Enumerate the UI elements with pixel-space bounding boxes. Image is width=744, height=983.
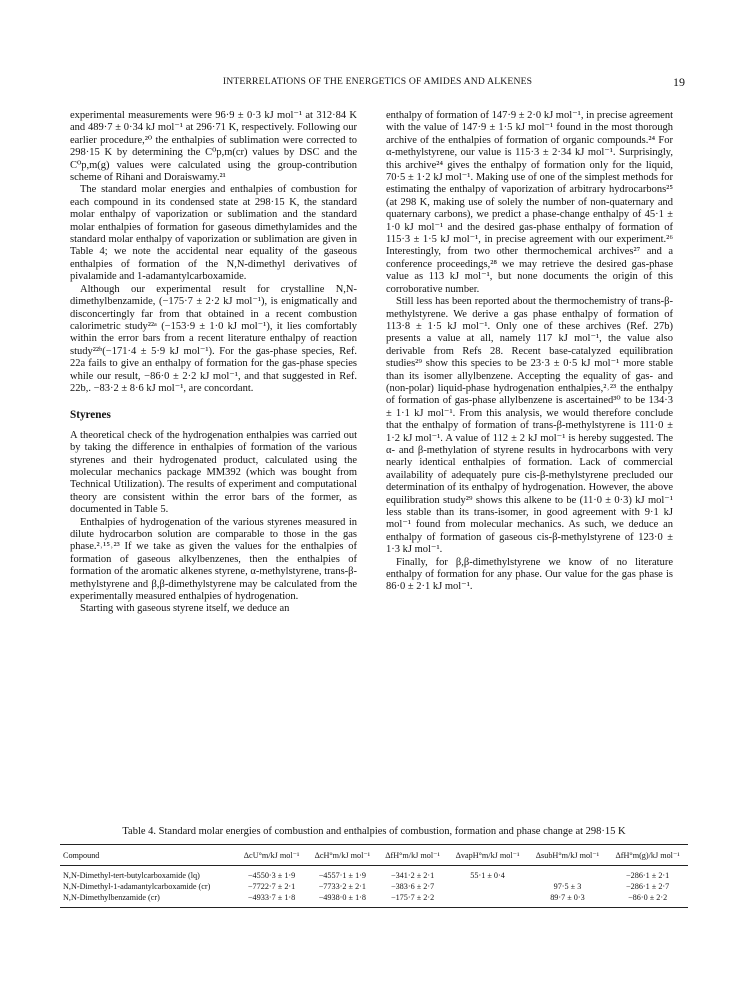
left-column	[70, 110, 357, 616]
table-cell: 97·5 ± 3	[553, 882, 582, 891]
running-title: INTERRELATIONS OF THE ENERGETICS OF AMIDES AND ALKENES	[222, 76, 533, 87]
page-number: 19	[673, 75, 685, 89]
table-cell: 55·1 ± 0·4	[470, 871, 505, 880]
table-cell: −4933·7 ± 1·8	[247, 893, 296, 902]
paragraph: The standard molar energies and enthalpies of combustion for each compound in its condensed state at 298·15 K, the standard molar enthalpy of vaporization or sublimation and the standard molar enthalpies of formation for gaseous dimethylamides and the standard molar enthalpy of vaporization or sublimation are given in Table 4; we note the accidental near equality of the gaseous enthalpies of formation of the N,N-dimethyl derivatives of pivalamide and 1-adamantylcarboxamide.	[70, 184, 357, 283]
table-cell: −86·0 ± 2·2	[628, 893, 668, 902]
column-header: ΔsubH°m/kJ mol⁻¹	[535, 851, 600, 860]
table-cell	[447, 892, 527, 908]
table-header-row	[60, 845, 688, 866]
column-header: ΔvapH°m/kJ mol⁻¹	[455, 851, 520, 860]
table-cell: N,N-Dimethylbenzamide (cr)	[63, 893, 160, 902]
running-head	[70, 76, 685, 90]
paragraph: Finally, for β,β-dimethylstyrene we know of no literature enthalpy of formation for any phase. Our value for the gas phase is 86·0 ± 2·1 kJ mol⁻¹.	[386, 556, 673, 593]
table-cell: −286·1 ± 2·1	[626, 871, 670, 880]
paragraph: Starting with gaseous styrene itself, we deduce an	[80, 603, 290, 615]
paragraph: A theoretical check of the hydrogenation enthalpies was carried out by taking the difference in enthalpies of formation of the various styrenes and their hydrogenated product, calculated using the molecular mechanics package MM392 (which was bought from Technical Utilization). The results of experiment and computational theory are consistent within the error bars of the former, as documented in Table 5.	[70, 429, 357, 516]
table-cell: −286·1 ± 2·7	[626, 882, 670, 891]
paragraph: Enthalpies of hydrogenation of the various styrenes measured in dilute hydrocarbon solution are comparable to those in the gas phase.²˒¹⁵˒²³ If we take as given the values for the enthalpies of formation of gaseous alkylbenzenes, then the enthalpies of formation of the aromatic alkenes styrene, α-methylstyrene, trans-β-methylstyrene and β,β-dimethylstyrene may be calculated from the experimentally measured enthalpies of hydrogenation.	[70, 516, 357, 603]
table-4	[60, 826, 688, 908]
table-row	[60, 892, 688, 908]
column-header: Compound	[63, 850, 100, 860]
table-cell: N,N-Dimethyl-tert-butylcarboxamide (lq)	[63, 871, 200, 880]
table-caption: Table 4. Standard molar energies of combustion and enthalpies of combustion, formation and phase change at 298·15 K	[122, 826, 626, 837]
right-column	[386, 110, 673, 594]
table-cell: 89·7 ± 0·3	[550, 893, 585, 902]
paragraph: Still less has been reported about the thermochemistry of trans-β-methylstyrene. We derive a gas phase enthalpy of formation of 113·8 ± 1·5 kJ mol⁻¹. Only one of these archives (Ref. 27b) presents a value at all, namely 117 kJ mol⁻¹, the value also derivable from Refs 28. Recent base-catalyzed equilibration studies²⁹ show this species to be 23·3 ± 0·5 kJ mol⁻¹ more stable than its isomer allylbenzene. Accepting the equality of gas- and (non-polar) liquid-phase hydrogenation enthalpies,²˒²³ the enthalpy of formation of gas-phase allylbenzene is ascertained³⁰ to be 134·3 ± 1·1 kJ mol⁻¹. From this analysis, we would therefore conclude that the enthalpy of formation of trans-β-methylstyrene is 111·0 ± 1·2 kJ mol⁻¹. A value of 112 ± 2 kJ mol⁻¹ is hereby suggested. The α- and β-methylation of styrene results in hydrocarbons with very nearly identical enthalpies of formation. Lack of commercial availability of adequately pure cis-β-methylstyrene precluded our determination of its enthalpy of hydrogenation. However, the above equilibration study²⁹ shows this alkene to be (11·0 ± 0·3) kJ mol⁻¹ less stable than its trans-isomer, in good agreement with 9·1 kJ mol⁻¹ found from molecular mechanics. As such, we deduce an enthalpy of formation of gaseous cis-β-methylstyrene of 123·0 ± 1·3 kJ mol⁻¹.	[386, 296, 673, 556]
table-cell: −341·2 ± 2·1	[390, 871, 435, 880]
column-header: ΔcH°m/kJ mol⁻¹	[314, 851, 371, 860]
column-header: ΔfH°m/kJ mol⁻¹	[385, 851, 440, 860]
table-row	[60, 881, 688, 892]
paragraph: enthalpy of formation of 147·9 ± 2·0 kJ mol⁻¹, in precise agreement with the value of 147·9 ± 1·5 kJ mol⁻¹ found in the most thorough archive of the enthalpies of formation of organic compounds.²⁴ For α-methylstyrene, our value is 115·3 ± 2·34 kJ mol⁻¹. Surprisingly, this archive²⁴ gives the enthalpy of formation only for the liquid, 70·5 ± 1·2 kJ mol⁻¹. Making use of one of the simplest methods for estimating the enthalpy of vaporization of arbitrary hydrocarbons²⁵ (at 298 K, making use of solely the number of non-quaternary and quaternary carbons), we predict a phase-change enthalpy of 45·1 ± 1·0 kJ mol⁻¹ and the desired gas-phase enthalpy of formation of 115·3 ± 1·5 kJ mol⁻¹, in precise agreement with our experiment.²⁶ Interestingly, from two other thermochemical archives²⁷ and a conference proceedings,²⁸ we may retrieve the desired gas-phase value as 113 kJ mol⁻¹, but none documents the origin of this corroborative number.	[386, 110, 673, 295]
paragraph: experimental measurements were 96·9 ± 0·3 kJ mol⁻¹ at 312·84 K and 489·7 ± 0·34 kJ mol⁻¹ at 296·71 K, respectively. Following our earlier procedure,²⁰ the enthalpies of sublimation were corrected to 298·15 K by determining the C⁰p,m(cr) values by DSC and the C⁰p,m(g) values were calculated using the group-contribution scheme of Rihani and Doraiswamy.²¹	[70, 110, 357, 184]
table-cell: −7733·2 ± 2·1	[318, 882, 367, 891]
column-header: ΔcU°m/kJ mol⁻¹	[243, 851, 300, 860]
table-cell: −383·6 ± 2·7	[390, 882, 435, 891]
table-cell: −4557·1 ± 1·9	[318, 871, 367, 880]
table-cell	[528, 866, 608, 882]
section-heading: Styrenes	[70, 409, 111, 422]
column-header: ΔfH°m(g)/kJ mol⁻¹	[615, 851, 680, 860]
table-cell: −4938·0 ± 1·8	[318, 893, 367, 902]
table-cell	[447, 881, 527, 892]
table-row	[60, 866, 688, 882]
table-cell: −175·7 ± 2·2	[390, 893, 435, 902]
table-cell: −7722·7 ± 2·1	[247, 882, 296, 891]
table-cell: −4550·3 ± 1·9	[247, 871, 296, 880]
paragraph: Although our experimental result for crystalline N,N-dimethylbenzamide, (−175·7 ± 2·2 kJ mol⁻¹), is enigmatically and disconcertingly far from that obtained in a recent combustion calorimetric study²²ᵃ (−153·9 ± 1·0 kJ mol⁻¹), it lies comfortably within the error bars from a recent literature enthalpy of reaction study²²ᵇ(−171·4 ± 5·9 kJ mol⁻¹). For the gas-phase species, Ref. 22a fails to give an enthalpy of formation for the gas-phase species while our result, −86·0 ± 2·2 kJ mol⁻¹, and that suggested in Ref. 22b,. −83·2 ± 8·6 kJ mol⁻¹, are concordant.	[70, 283, 357, 394]
data-table	[60, 844, 688, 908]
table-cell: N,N-Dimethyl-1-adamantylcarboxamide (cr)	[63, 882, 211, 891]
